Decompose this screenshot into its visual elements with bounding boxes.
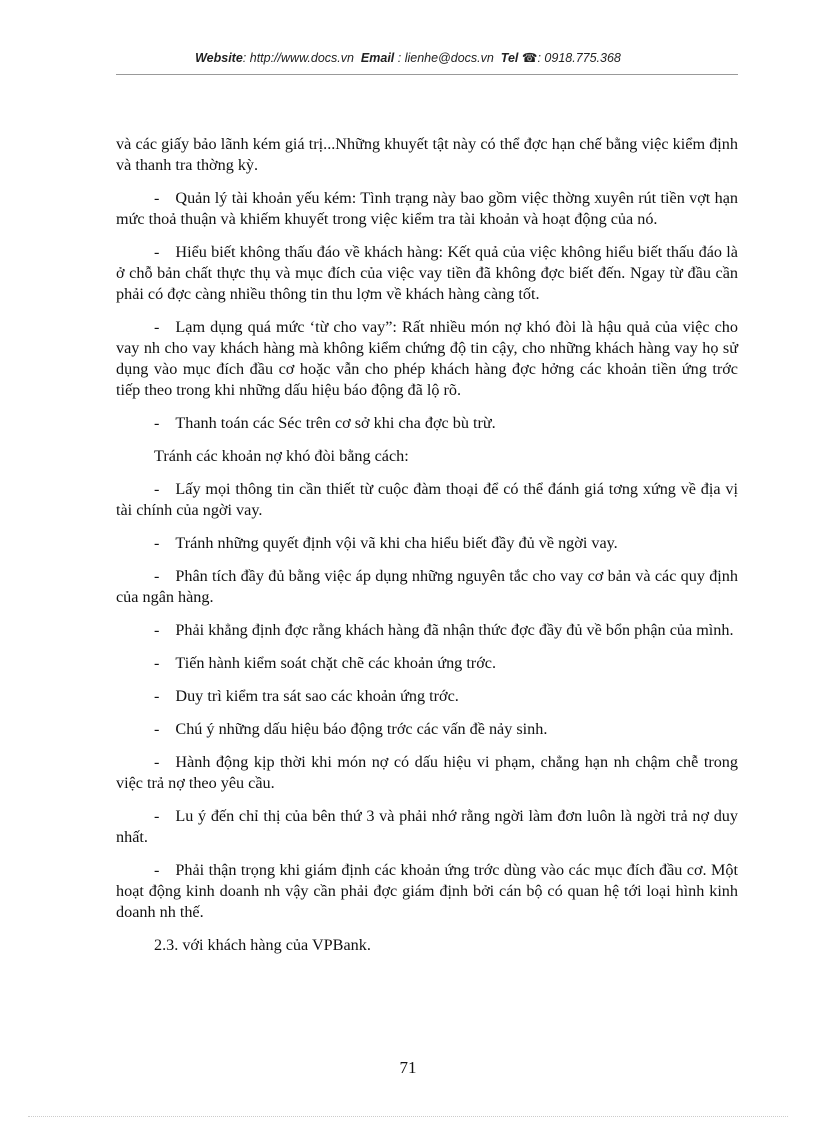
- tel-label: Tel: [500, 51, 519, 65]
- bullet-paragraph: [116, 806, 738, 848]
- bullet-paragraph: [116, 860, 738, 923]
- paragraph: [116, 446, 738, 467]
- paragraph-text: Hiểu biết không thấu đáo về khách hàng: Kết quả của việc không hiểu biết thấu đáo là ở chỗ bản chất thực thụ và mục đích của việc vay tiền đã không đợc biết đến. Ngay từ đầu cần phải có đợc càng nhiều thông tin thu lợm về khách hàng càng tốt.: [116, 243, 738, 303]
- document-body: [116, 134, 738, 968]
- paragraph-text: Phân tích đầy đủ bằng việc áp dụng những nguyên tắc cho vay cơ bản và các quy định của ngân hàng.: [116, 567, 738, 606]
- paragraph-text: Chú ý những dấu hiệu báo động trớc các vấn đề nảy sinh.: [175, 720, 548, 738]
- bullet-paragraph: [116, 566, 738, 608]
- bullet-paragraph: [116, 479, 738, 521]
- paragraph-text: Tiến hành kiểm soát chặt chẽ các khoản ứng trớc.: [175, 654, 496, 672]
- paragraph: [116, 134, 738, 176]
- tel-value: : 0918.775.368: [537, 51, 621, 65]
- bullet-dash: -: [154, 687, 160, 705]
- paragraph-text: Phải thận trọng khi giám định các khoản ứng trớc dùng vào các mục đích đầu cơ. Một hoạt động kinh doanh nh vậy cần phải đợc giám định bởi cán bộ có quan hệ tới loại hình kinh doanh nh thế.: [116, 861, 738, 921]
- bullet-paragraph: [116, 533, 738, 554]
- bullet-dash: -: [154, 414, 160, 432]
- bullet-dash: -: [154, 654, 160, 672]
- bullet-paragraph: [116, 188, 738, 230]
- paragraph-text: Lạm dụng quá mức ‘từ cho vay”: Rất nhiều món nợ khó đòi là hậu quả của việc cho vay nh cho vay khách hàng mà không kiểm chứng độ tin cậy, cho những khách hàng vay họ sử dụng vào mục đích đầu cơ hoặc vẫn cho phép khách hàng đợc hởng các khoản tiền ứng trớc tiếp theo trong khi những dấu hiệu báo động đã lộ rõ.: [116, 318, 738, 399]
- bullet-dash: -: [154, 621, 160, 639]
- bullet-dash: -: [154, 243, 160, 261]
- email-label: Email: [360, 51, 395, 65]
- bullet-paragraph: [116, 317, 738, 401]
- paragraph: [116, 935, 738, 956]
- bullet-paragraph: [116, 242, 738, 305]
- bullet-paragraph: [116, 752, 738, 794]
- paragraph-text: 2.3. với khách hàng của VPBank.: [154, 936, 371, 954]
- bullet-dash: -: [154, 861, 160, 879]
- paragraph-text: Hành động kịp thời khi món nợ có dấu hiệu vi phạm, chẳng hạn nh chậm chễ trong việc trả nợ theo yêu cầu.: [116, 753, 738, 792]
- bullet-dash: -: [154, 807, 160, 825]
- paragraph-text: Lu ý đến chỉ thị của bên thứ 3 và phải nhớ rằng ngời làm đơn luôn là ngời trả nợ duy nhất.: [116, 807, 738, 846]
- bullet-dash: -: [154, 720, 160, 738]
- paragraph-text: Tránh những quyết định vội vã khi cha hiểu biết đầy đủ về ngời vay.: [175, 534, 618, 552]
- bullet-dash: -: [154, 318, 160, 336]
- paragraph-text: Lấy mọi thông tin cần thiết từ cuộc đàm thoại để có thể đánh giá tơng xứng về địa vị tài chính của ngời vay.: [116, 480, 738, 519]
- paragraph-text: Phải khẳng định đợc rằng khách hàng đã nhận thức đợc đầy đủ về bổn phận của mình.: [175, 621, 734, 639]
- footer-divider: [28, 1116, 788, 1117]
- bullet-paragraph: [116, 686, 738, 707]
- bullet-paragraph: [116, 719, 738, 740]
- bullet-paragraph: [116, 653, 738, 674]
- header-divider: [116, 74, 738, 75]
- paragraph-text: và các giấy bảo lãnh kém giá trị...Những khuyết tật này có thể đợc hạn chế bằng việc kiểm định và thanh tra thờng kỳ.: [116, 135, 738, 174]
- page-header: [0, 50, 816, 65]
- bullet-dash: -: [154, 189, 160, 207]
- bullet-dash: -: [154, 480, 160, 498]
- bullet-dash: -: [154, 753, 160, 771]
- bullet-paragraph: [116, 620, 738, 641]
- bullet-dash: -: [154, 567, 160, 585]
- paragraph-text: Thanh toán các Séc trên cơ sở khi cha đợc bù trừ.: [175, 414, 496, 432]
- paragraph-text: Quản lý tài khoản yếu kém: Tình trạng này bao gồm việc thờng xuyên rút tiền vợt hạn mức thoả thuận và khiếm khuyết trong việc kiểm tra tài khoản và hoạt động của nó.: [116, 189, 738, 228]
- website-label: Website: [195, 51, 243, 65]
- paragraph-text: Duy trì kiểm tra sát sao các khoản ứng trớc.: [175, 687, 459, 705]
- bullet-dash: -: [154, 534, 160, 552]
- email-value: : lienhe@docs.vn: [394, 51, 494, 65]
- paragraph-text: Tránh các khoản nợ khó đòi bằng cách:: [154, 447, 409, 465]
- page-number: 71: [399, 1058, 417, 1077]
- bullet-paragraph: [116, 413, 738, 434]
- phone-icon: ☎: [521, 51, 538, 65]
- website-value: : http://www.docs.vn: [242, 51, 354, 65]
